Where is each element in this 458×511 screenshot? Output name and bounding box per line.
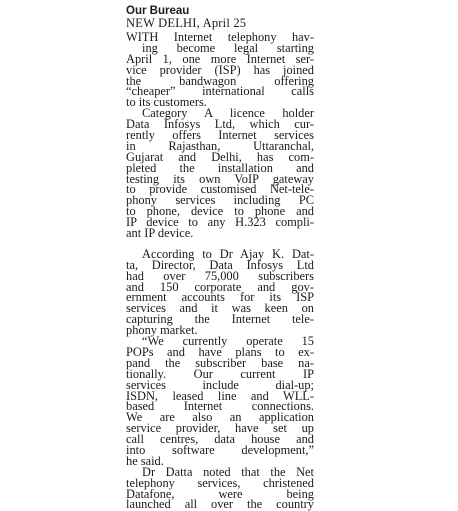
text-line: According to Dr Ajay K. Dat- xyxy=(142,246,314,261)
text-line: Datafone, were being xyxy=(126,486,314,501)
text-line: in Rajasthan, Uttaranchal, xyxy=(126,138,314,153)
text-line: WITH Internet telephony hav- xyxy=(126,30,314,44)
text-line: into software development,” xyxy=(126,442,314,457)
text-line: the bandwagon offering xyxy=(126,73,314,88)
text-line: ant IP device. xyxy=(126,226,194,241)
text-line: IP device to any H.323 compli- xyxy=(126,215,314,230)
text-line: based Internet connections. xyxy=(126,399,314,414)
text-line: Data Infosys Ltd, which cur- xyxy=(126,117,314,132)
text-line: to its customers. xyxy=(126,95,207,110)
text-line: ta, Director, Data Infosys Ltd xyxy=(126,257,314,272)
text-line: Gujarat and Delhi, has com- xyxy=(126,149,314,164)
text-line: services include dial-up; xyxy=(126,377,314,392)
paragraph-3 xyxy=(126,246,314,338)
text-line: April 1, one more Internet ser- xyxy=(126,51,314,66)
text-line: launched all over the country xyxy=(126,497,314,511)
text-line: We are also an application xyxy=(126,410,314,425)
text-line: testing its own VoIP gateway xyxy=(126,171,314,186)
text-line: to provide customised Net-tele- xyxy=(126,182,314,197)
text-line: pand the subscriber base na- xyxy=(126,355,314,370)
text-line: Dr Datta noted that the Net xyxy=(142,464,314,479)
text-line: Category A licence holder xyxy=(142,106,314,121)
text-line: ISDN, leased line and WLL- xyxy=(126,388,314,403)
article-column xyxy=(126,5,314,510)
text-line: had over 75,000 subscribers xyxy=(126,268,314,283)
text-line: rently offers Internet services xyxy=(126,128,314,143)
text-line: and 150 corporate and gov- xyxy=(126,279,314,294)
text-line: telephony services, christened xyxy=(126,475,314,490)
text-line: call centres, data house and xyxy=(126,432,314,447)
paragraph-5 xyxy=(126,464,314,511)
text-line: tionally. Our current IP xyxy=(126,366,314,381)
text-line: ernment accounts for its ISP xyxy=(126,290,314,305)
text-line: phony services including PC xyxy=(126,193,314,208)
text-line: phony market. xyxy=(126,323,198,338)
text-line: POPs and have plans to ex- xyxy=(126,344,314,359)
text-line: vice provider (ISP) has joined xyxy=(126,62,314,77)
text-line: service provider, have set up xyxy=(126,421,314,436)
paragraph-4 xyxy=(126,336,314,467)
text-line: “We currently operate 15 xyxy=(142,334,314,349)
text-line: services and it was keen on xyxy=(126,301,314,316)
dateline: NEW DELHI, April 25 xyxy=(126,16,247,30)
text-line: he said. xyxy=(126,453,164,468)
text-line: to phone, device to phone and xyxy=(126,204,314,219)
paragraph-2 xyxy=(126,108,314,239)
text-line: capturing the Internet tele- xyxy=(126,312,314,327)
byline: Our Bureau xyxy=(126,5,190,17)
text-line: “cheaper” international calls xyxy=(126,84,314,99)
text-line: pleted the installation and xyxy=(126,160,314,175)
text-line: ing become legal starting xyxy=(142,40,314,55)
paragraph-1 xyxy=(126,32,314,108)
